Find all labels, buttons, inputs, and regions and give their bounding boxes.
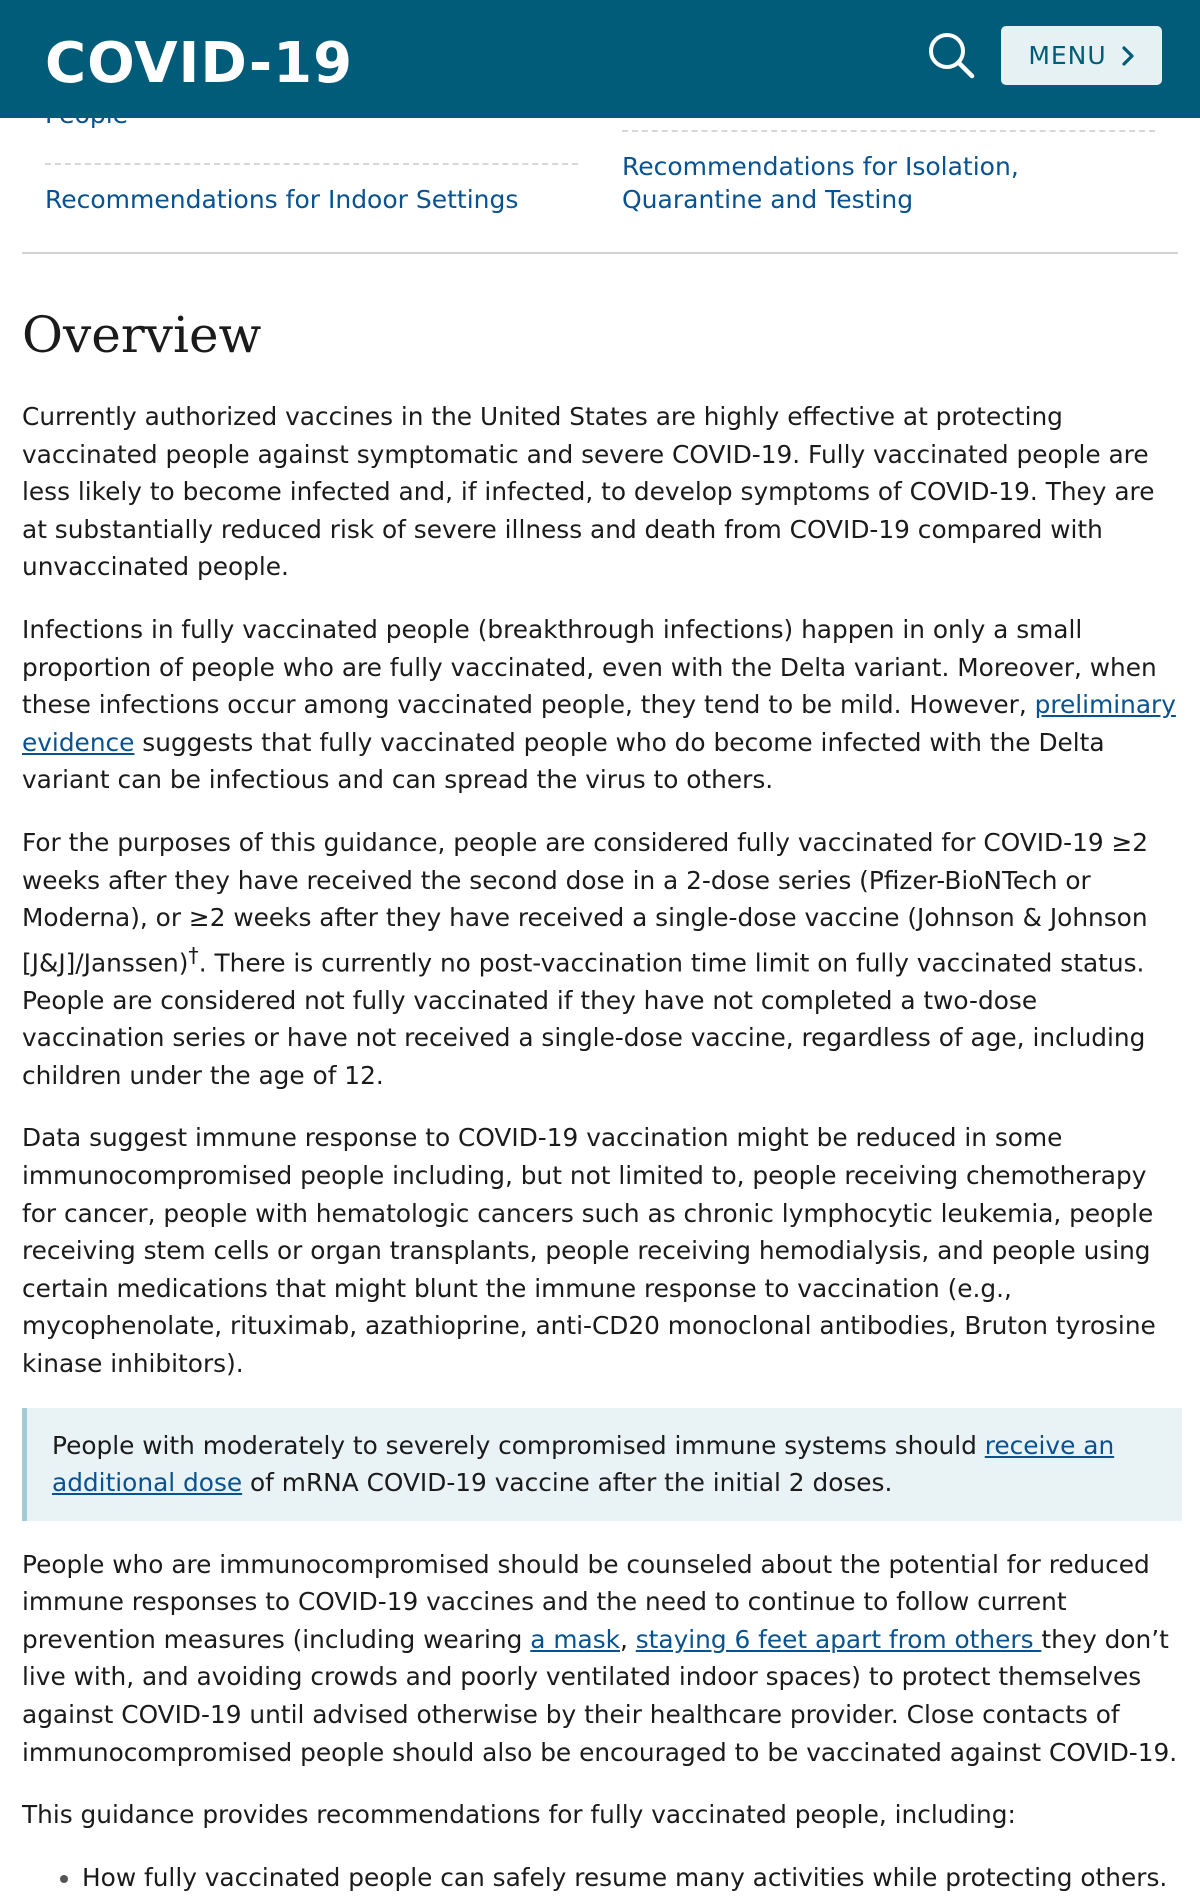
text: of mRNA COVID-19 vaccine after the initial 2 doses. <box>242 1468 893 1498</box>
otp-link-isolation-quarantine-testing[interactable]: Recommendations for Isolation, Quarantine and Testing <box>622 152 1019 214</box>
text: For the purposes of this guidance, people are considered fully vaccinated for COVID-19 ≥2 weeks after they have received the second dose in a 2-dose series (Pfizer-BioNTech or Moderna), or ≥2 weeks after they have received a single-dose vaccine (Johnson & Johnson [J&J]/Janssen) <box>22 827 1149 977</box>
dagger-footnote: † <box>188 942 199 967</box>
site-header <box>0 0 1200 118</box>
link-preliminary-evidence[interactable]: preliminary evidence <box>22 690 1176 757</box>
search-icon <box>926 30 976 80</box>
chevron-right-icon <box>1121 45 1135 67</box>
link-a-mask[interactable]: a mask <box>530 1624 620 1654</box>
paragraph-4: Data suggest immune response to COVID-19 vaccination might be reduced in some immunocompromised people including, but not limited to, people receiving chemotherapy for cancer, people with hematologic cancers such as chronic lymphocytic leukemia, people receiving stem cells or organ transplants, people receiving hemodialysis, and people using certain medications that might blunt the immune response to vaccination (e.g., mycophenolate, rituximab, azathioprine, anti-CD20 monoclonal antibodies, Bruton tyrosine kinase inhibitors). <box>22 1123 1156 1378</box>
text: . There is currently no post-vaccination time limit on fully vaccinated status. People are considered not fully vaccinated if they have not completed a two-dose vaccination series or have not received a single-dose vaccine, regardless of age, including children under the age of 12. <box>22 947 1146 1090</box>
otp-link-indoor-settings[interactable]: Recommendations for Indoor Settings <box>45 185 519 214</box>
list-item: • How fully vaccinated people can safely resume many activities while protecting others. <box>82 1859 1182 1896</box>
divider-dashed <box>45 163 578 165</box>
paragraph-1: Currently authorized vaccines in the United States are highly effective at protecting vaccinated people against symptomatic and severe COVID-19. Fully vaccinated people are less likely to become infected and, if infected, to develop symptoms of COVID-19. They are at substantially reduced risk of severe illness and death from COVID-19 compared with unvaccinated people. <box>22 402 1155 582</box>
divider-dashed <box>622 130 1155 132</box>
paragraph-5 <box>22 1546 1182 1772</box>
search-button[interactable] <box>926 30 976 80</box>
menu-button[interactable] <box>1001 26 1162 85</box>
link-additional-dose[interactable]: receive an additional dose <box>52 1430 1115 1498</box>
text: they don’t live with, and avoiding crowds and poorly ventilated indoor spaces) to protect themselves against COVID-19 until advised otherwise by their healthcare provider. Close contacts of immunocompromised people should also be encouraged to be vaccinated against COVID-19. <box>22 1624 1178 1767</box>
site-title[interactable]: COVID-19 <box>45 31 354 96</box>
page-heading: Overview <box>22 306 262 364</box>
link-staying-6-feet[interactable]: staying 6 feet apart from others <box>635 1624 1042 1654</box>
main-content <box>22 300 1182 1896</box>
text: suggests that fully vaccinated people who do become infected with the Delta variant can be infectious and can spread the virus to others. <box>22 727 1105 795</box>
paragraph-6: This guidance provides recommendations for fully vaccinated people, including: <box>22 1800 1016 1830</box>
paragraph-3 <box>22 824 1182 1094</box>
section-divider <box>22 252 1178 254</box>
callout-box <box>22 1408 1182 1521</box>
text: People who are immunocompromised should be counseled about the potential for reduced immune responses to COVID-19 vaccines and the need to continue to follow current prevention measures (including wearing <box>22 1549 1150 1654</box>
text: Infections in fully vaccinated people (breakthrough infections) happen in only a small proportion of people who are fully vaccinated, even with the Delta variant. Moreover, when these infections occur among vaccinated people, they tend to be mild. However, <box>22 614 1157 720</box>
text: , <box>619 1624 636 1654</box>
menu-label: MENU <box>1028 41 1107 70</box>
callout-text <box>52 1427 1158 1502</box>
text: People with moderately to severely compromised immune systems should <box>52 1430 985 1460</box>
guidance-list <box>22 1859 1182 1896</box>
paragraph-2 <box>22 611 1182 799</box>
